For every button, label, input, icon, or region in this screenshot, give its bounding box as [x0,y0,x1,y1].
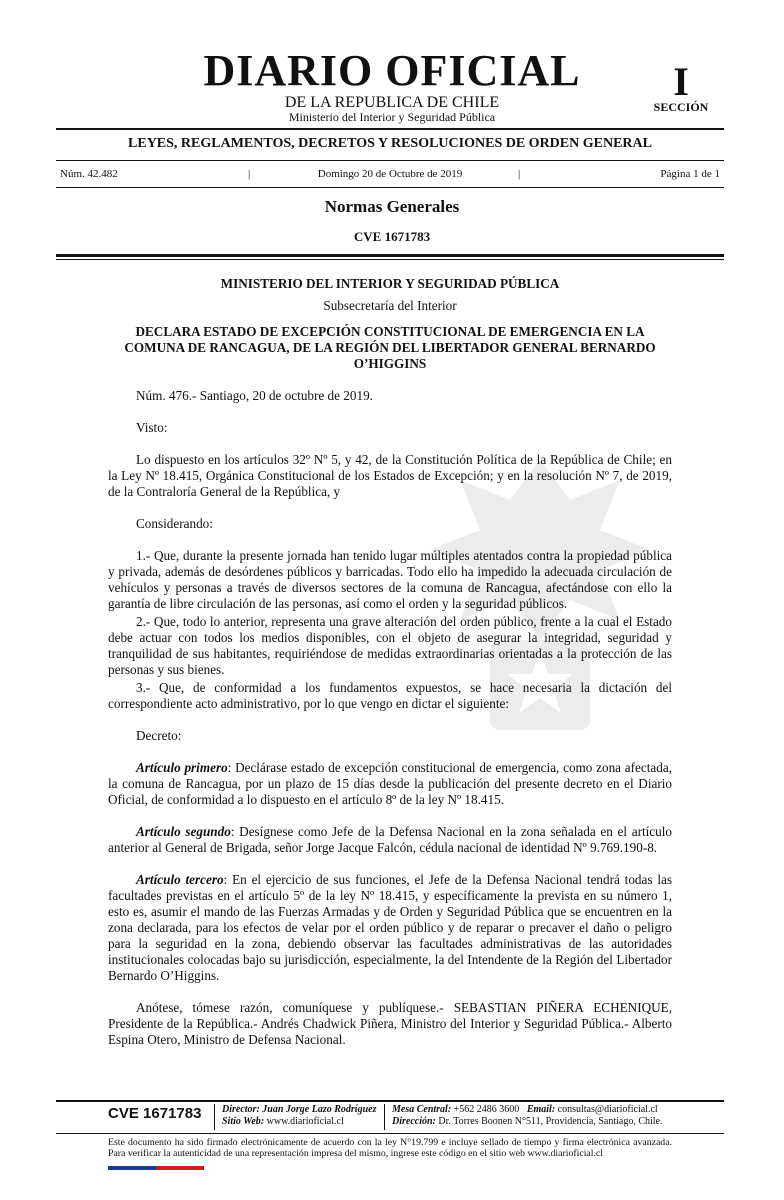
issue-date: Domingo 20 de Octubre de 2019 [317,168,463,180]
footer-cve: CVE 1671783 [108,1105,202,1122]
norms-title: Normas Generales [324,197,460,216]
footer-rule [56,1100,724,1102]
article-1-title: Artículo primero [136,760,228,775]
article-2-title: Artículo segundo [136,824,231,839]
article-3-title: Artículo tercero [136,872,224,887]
masthead-rule [56,128,724,130]
mesa-phone: +562 2486 3600 [453,1104,520,1115]
closing-signatures: Anótese, tómese razón, comuníquese y publíquese.- SEBASTIAN PIÑERA ECHENIQUE, Presidente de la República.- Andrés Chadwick Piñera, Ministro del Interior y Seguridad Pública.- Alberto Espina Otero, Ministro de Defensa Nacional. [108,1000,672,1047]
section-rule-thick [56,254,724,257]
email-link[interactable]: consultas@diarioficial.cl [557,1104,658,1115]
web-link[interactable]: www.diarioficial.cl [266,1116,344,1127]
section-number: I [673,59,689,104]
chile-flag-stripe [108,1166,204,1170]
article-3 [108,872,672,984]
director-name: Juan Jorge Lazo Rodríguez [262,1104,377,1115]
info-rule [56,187,724,188]
article-2-text: : Desígnese como Jefe de la Defensa Nacional en la zona señalada en el artículo anterior al General de Brigada, señor Jorge Jacque Falcón, cédula nacional de identidad Nº 9.769.190-8. [108,824,673,855]
footer-rule-bottom [56,1133,724,1134]
info-bar [56,166,724,182]
section-indicator [646,59,716,114]
considerando-3: 3.- Que, de conformidad a los fundamentos expuestos, se hace necesaria la dictación del correspondiente acto administrativo, por lo que vengo en dictar el siguiente: [108,680,672,711]
address-label: Dirección: [392,1116,436,1127]
ministry-heading: MINISTERIO DEL INTERIOR Y SEGURIDAD PÚBLICA [220,276,560,291]
address-text: Dr. Torres Boonen N°511, Providencia, Santiago, Chile. [438,1116,663,1127]
footer-contact-block [392,1104,663,1128]
mesa-label: Mesa Central: [392,1104,452,1115]
page-indicator: Página 1 de 1 [660,168,720,180]
masthead-ministry: Ministerio del Interior y Seguridad Pública [288,110,496,124]
flag-red-stripe [156,1166,204,1170]
newspaper-subtitle: DE LA REPUBLICA DE CHILE [284,94,500,111]
article-3-text: : En el ejercicio de sus funciones, el Jefe de la Defensa Nacional tendrá todas las facultades previstas en el artículo 5º de la ley Nº 18.415, y específicamente la prevista en su número 1, esto es, asumir el mando de las Fuerzas Armadas y de Orden y Seguridad Pública que se encuentren en la zona declarada, para los efectos de velar por el orden público y de reparar o precaver el daño o peligro para la seguridad en la zona, debiendo observar las facultades administrativas de las autoridades institucionales colocadas bajo su jurisdicción, especialmente, la del Intendente de la Región del Libertador Bernardo O’Higgins. [108,872,672,983]
considerando-heading: Considerando: [136,516,213,531]
subsecretaria: Subsecretaría del Interior [323,298,457,313]
web-label: Sitio Web: [222,1116,265,1127]
newspaper-title: DIARIO OFICIAL [203,46,581,95]
footer-director-block [222,1104,376,1128]
considerando-1: 1.- Que, durante la presente jornada han tenido lugar múltiples atentados contra la propiedad pública y privada, además de desórdenes públicos y barricadas. Todo ello ha impedido la adecuada circulación de vehículos y personas a través de diversos sectores de la comuna de Rancagua, afectándose con ello la garantía de libre circulación de las personas, así como el orden y la seguridad públicos. [108,548,672,611]
visto-heading: Visto: [136,420,168,435]
section-label: SECCIÓN [653,100,709,114]
info-separator: | [248,168,251,180]
declaration-title: DECLARA ESTADO DE EXCEPCIÓN CONSTITUCIONAL DE EMERGENCIA EN LA COMUNA DE RANCAGUA, DE LA REGIÓN DEL LIBERTADOR GENERAL BERNARDO O’HIGGINS [124,324,656,371]
footer-divider [384,1104,385,1130]
director-label: Director: [222,1104,260,1115]
email-label: Email: [526,1104,556,1115]
article-2 [108,824,672,856]
article-1 [108,760,672,808]
signature-note: Este documento ha sido firmado electrónicamente de acuerdo con la ley N°19.799 e incluye sellado de tiempo y firma electrónica avanzada. Para verificar la autenticidad de una representación impresa del mismo, ingrese este código en el sitio web www.diarioficial.cl [108,1137,672,1159]
flag-blue-stripe [108,1166,156,1170]
headline-rule [56,160,724,161]
decree-number: Núm. 476.- Santiago, 20 de octubre de 2019. [136,388,373,403]
footer [56,1104,724,1132]
info-separator: | [518,168,521,180]
decreto-heading: Decreto: [136,728,182,743]
section-rule-thin [56,259,724,260]
visto-text: Lo dispuesto en los artículos 32º Nº 5, y 42, de la Constitución Política de la República de Chile; en la Ley Nº 18.415, Orgánica Constitucional de los Estados de Excepción; y en la resolución Nº 7, de 2019, de la Contraloría General de la República, y [108,452,672,499]
headline: LEYES, REGLAMENTOS, DECRETOS Y RESOLUCIONES DE ORDEN GENERAL [128,136,652,151]
issue-number: Núm. 42.482 [60,168,118,180]
document-body [108,276,672,1048]
considerando-2: 2.- Que, todo lo anterior, representa una grave alteración del orden público, frente a la cual el Estado debe actuar con todos los medios disponibles, con el objeto de asegurar la integridad, seguridad y tranquilidad de sus habitantes, requiriéndose de medidas extraordinarias orientadas a la protección de las personas y sus bienes. [108,614,672,677]
article-1-text: : Declárase estado de excepción constitucional de emergencia, como zona afectada, la comuna de Rancagua, por un plazo de 15 días desde la publicación del presente decreto en el Diario Oficial, de conformidad a lo dispuesto en el artículo 8º de la ley Nº 18.415. [108,760,672,807]
footer-divider [214,1104,215,1130]
cve-code: CVE 1671783 [353,229,431,244]
